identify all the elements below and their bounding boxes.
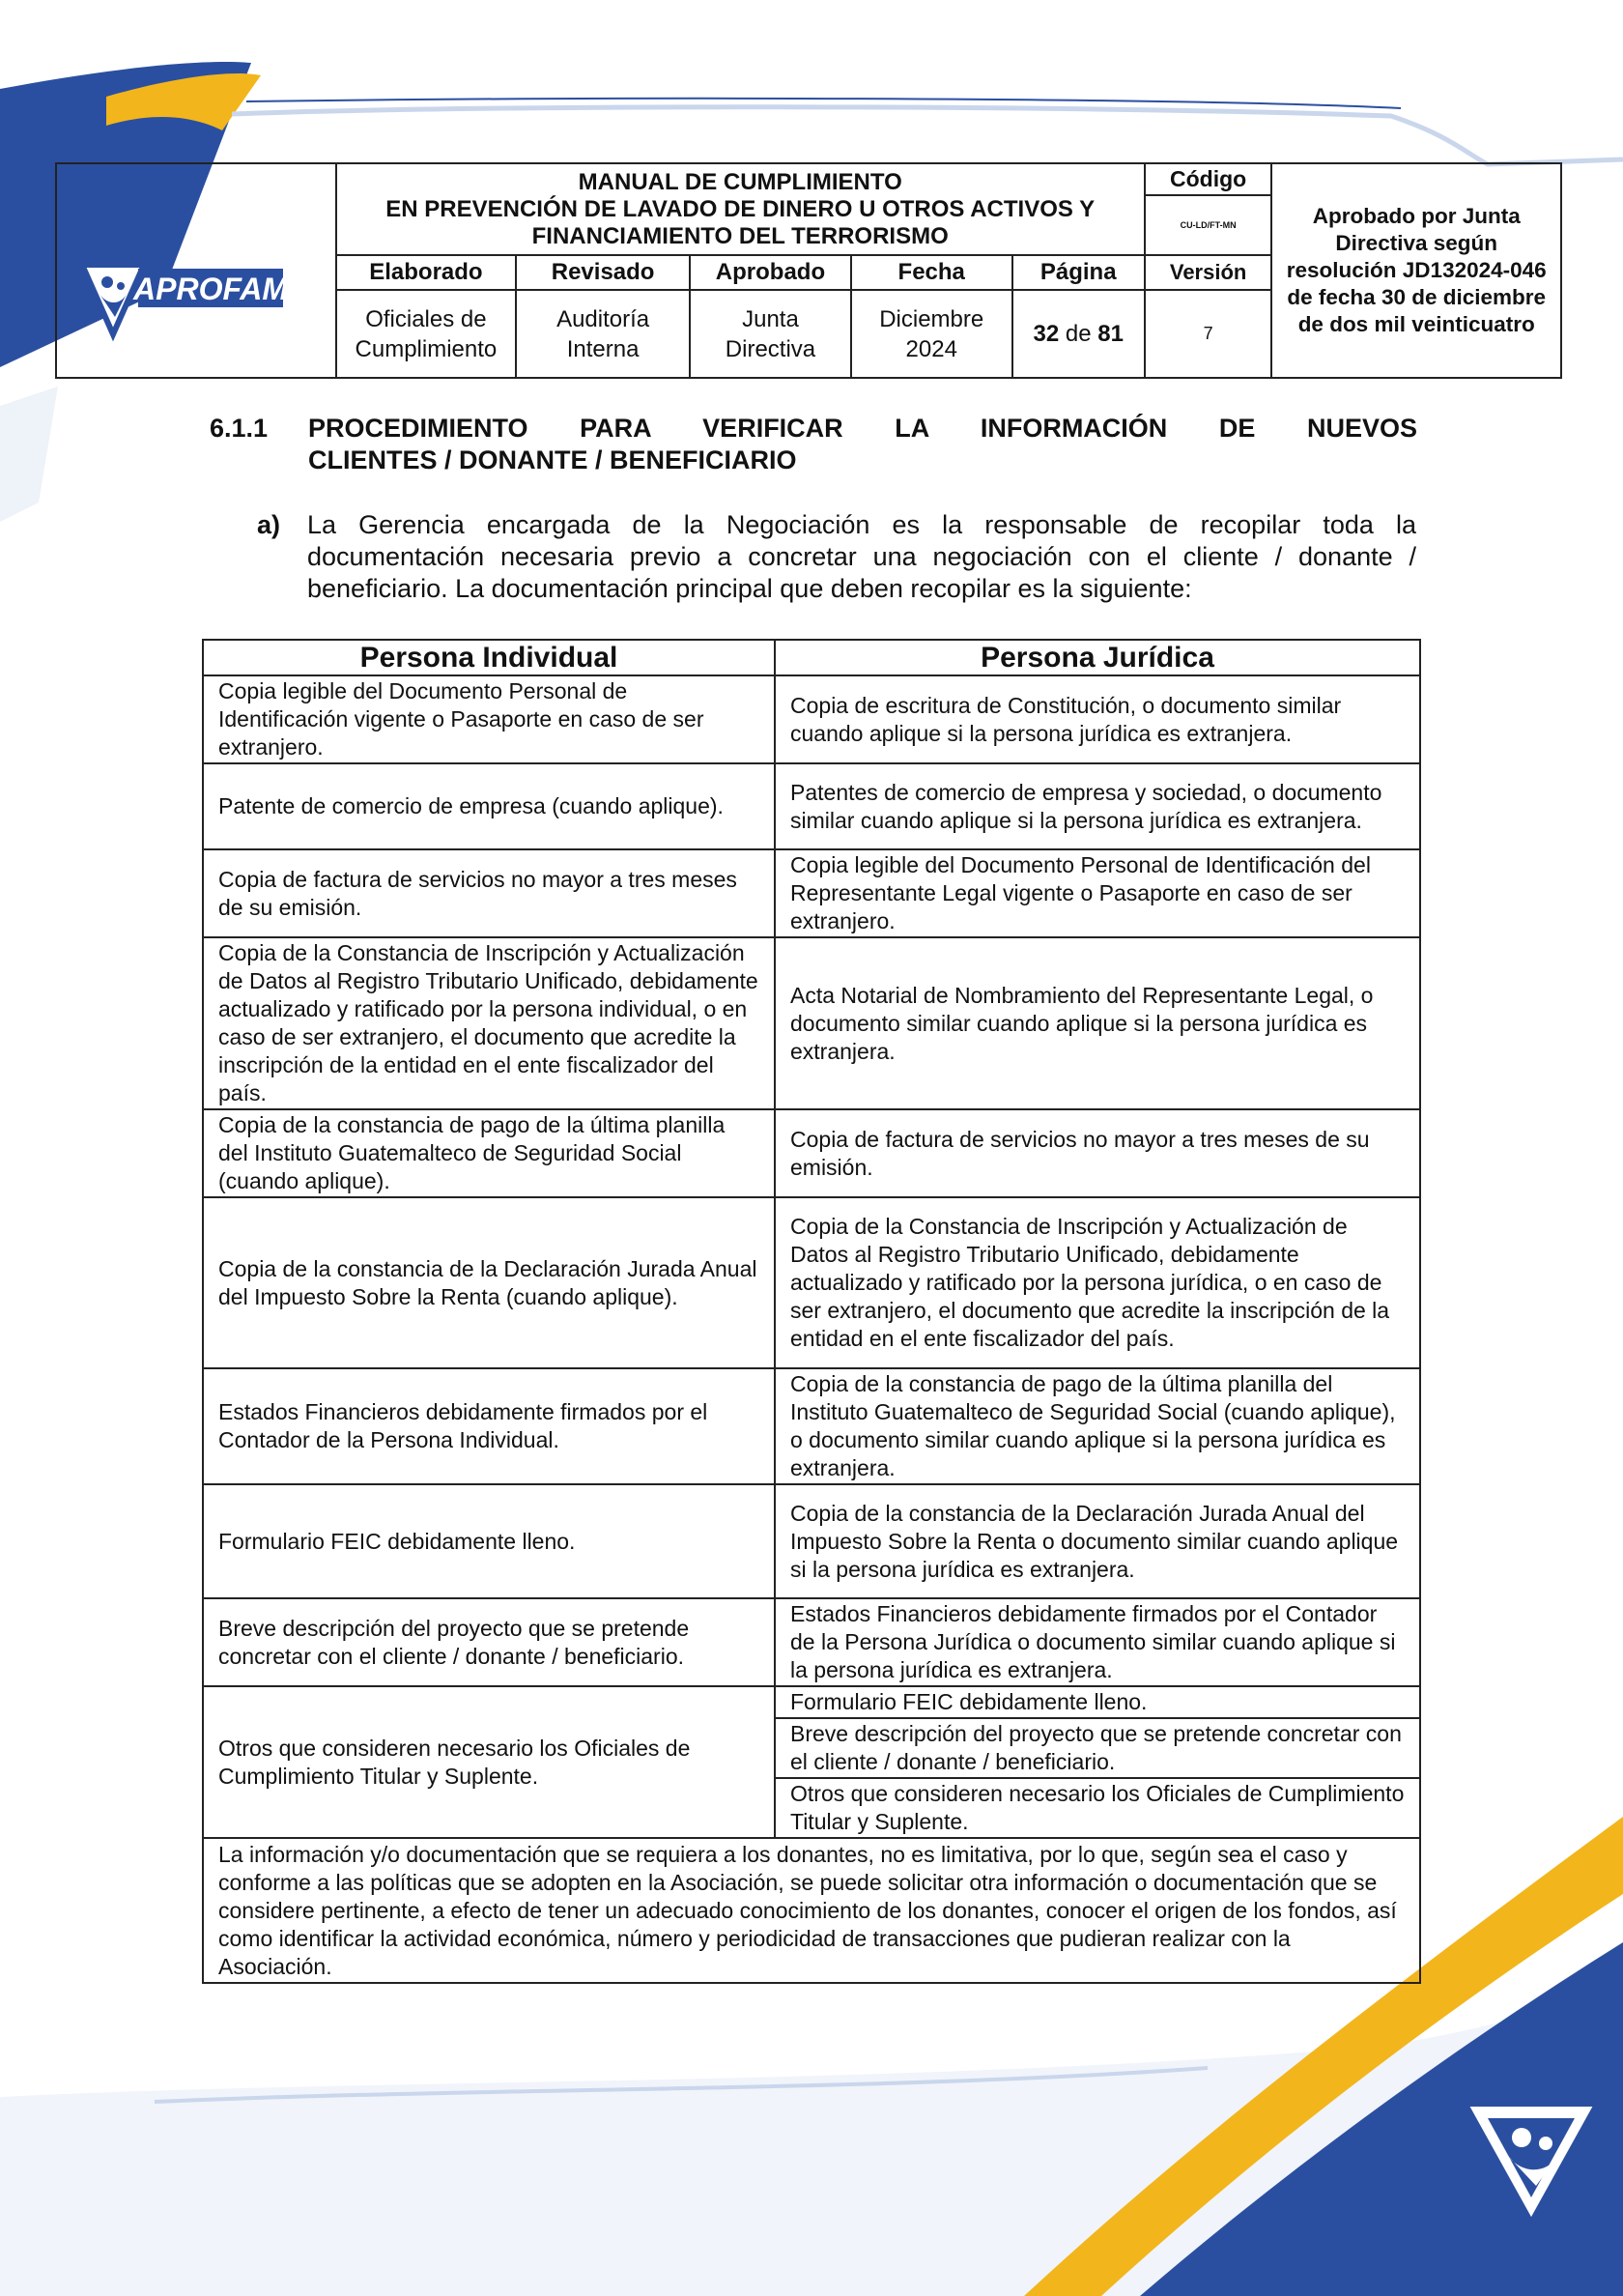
fecha-value: Diciembre 2024: [851, 290, 1012, 378]
juridica-cell: Copia de factura de servicios no mayor a tres meses de su emisión.: [775, 1109, 1420, 1197]
aprofam-logo: [76, 257, 289, 363]
col-elaborado: Elaborado: [336, 255, 517, 290]
table-footer-note: La información y/o documentación que se requiera a los donantes, no es limitativa, por lo que, según sea el caso y conforme a las políticas que se adopten en la Asociación, se puede solicitar otra información o documentación que se considere pertinente, a efecto de tener un adecuado conocimiento de los donantes, conocer el origen de los fondos, así como identificar la actividad económica, número y periodicidad de transacciones que pudieran realizar con la Asociación.: [203, 1838, 1420, 1983]
individual-cell: Patente de comercio de empresa (cuando aplique).: [203, 763, 775, 849]
section-number: 6.1.1: [210, 414, 269, 443]
col-aprobado: Aprobado: [690, 255, 851, 290]
version-value: 7: [1145, 290, 1272, 378]
item-a-label: a): [257, 510, 281, 539]
document-header: [55, 162, 1562, 379]
header-persona-individual: Persona Individual: [203, 640, 775, 675]
juridica-cell: Patentes de comercio de empresa y sociedad, o documento similar cuando aplique si la persona jurídica es extranjera.: [775, 763, 1420, 849]
aprobado-value: Junta Directiva: [690, 290, 851, 378]
approval-note: Aprobado por Junta Directiva según resolución JD132024-046 de fecha 30 de diciembre de dos mil veinticuatro: [1271, 163, 1561, 378]
juridica-cell: Estados Financieros debidamente firmados por el Contador de la Persona Jurídica o documento similar cuando aplique si la persona jurídica es extranjera.: [775, 1598, 1420, 1686]
individual-cell: Copia de la constancia de pago de la última planilla del Instituto Guatemalteco de Seguridad Social (cuando aplique).: [203, 1109, 775, 1197]
codigo-label: Código: [1145, 163, 1272, 195]
juridica-cell: Copia legible del Documento Personal de Identificación del Representante Legal vigente o Pasaporte en caso de ser extranjero.: [775, 849, 1420, 937]
individual-cell: Copia legible del Documento Personal de Identificación vigente o Pasaporte en caso de ser extranjero.: [203, 675, 775, 763]
section-title-line1: PROCEDIMIENTO PARA VERIFICAR LA INFORMACIÓN DE NUEVOS: [308, 414, 1417, 443]
item-a-text: La Gerencia encargada de la Negociación es la responsable de recopilar toda la documentación necesaria previo a concretar una negociación con el cliente / donante / beneficiario. La documentación principal que deben recopilar es la siguiente:: [307, 510, 1416, 603]
col-version: Versión: [1145, 255, 1272, 290]
col-pagina: Página: [1012, 255, 1145, 290]
header-persona-juridica: Persona Jurídica: [775, 640, 1420, 675]
individual-cell: Copia de la constancia de la Declaración Jurada Anual del Impuesto Sobre la Renta (cuando aplique).: [203, 1197, 775, 1368]
top-swoosh-line: [232, 107, 1623, 164]
juridica-cell: Copia de la constancia de pago de la última planilla del Instituto Guatemalteco de Seguridad Social (cuando aplique), o documento similar cuando aplique si la persona jurídica es extranjera.: [775, 1368, 1420, 1484]
juridica-cell: Breve descripción del proyecto que se pretende concretar con el cliente / donante / beneficiario.: [775, 1718, 1420, 1778]
revisado-value: Auditoría Interna: [516, 290, 690, 378]
col-revisado: Revisado: [516, 255, 690, 290]
left-watermark-stripe: [0, 387, 58, 522]
elaborado-value: Oficiales de Cumplimiento: [336, 290, 517, 378]
logo-cell: [56, 163, 336, 378]
individual-cell: Breve descripción del proyecto que se pretende concretar con el cliente / donante / beneficiario.: [203, 1598, 775, 1686]
individual-cell: Copia de la Constancia de Inscripción y Actualización de Datos al Registro Tributario Unificado, debidamente actualizado y ratificado por la persona individual, o en caso de ser extranjero, el documento que acredite la inscripción de la entidad en el ente fiscalizador del país.: [203, 937, 775, 1109]
codigo-value: CU-LD/FT-MN: [1145, 195, 1272, 255]
logo-text: APROFAM: [133, 272, 288, 306]
requirements-table: [202, 639, 1421, 1984]
juridica-cell: Otros que consideren necesario los Oficiales de Cumplimiento Titular y Suplente.: [775, 1778, 1420, 1838]
juridica-cell: Formulario FEIC debidamente lleno.: [775, 1686, 1420, 1718]
section-title-line2: CLIENTES / DONANTE / BENEFICIARIO: [308, 445, 797, 474]
juridica-cell: Acta Notarial de Nombramiento del Representante Legal, o documento similar cuando aplique si la persona jurídica es extranjera.: [775, 937, 1420, 1109]
manual-title: MANUAL DE CUMPLIMIENTO EN PREVENCIÓN DE LAVADO DE DINERO U OTROS ACTIVOS Y FINANCIAMIENTO DEL TERRORISMO: [336, 163, 1145, 255]
juridica-cell: Copia de escritura de Constitución, o documento similar cuando aplique si la persona jurídica es extranjera.: [775, 675, 1420, 763]
individual-cell: Copia de factura de servicios no mayor a tres meses de su emisión.: [203, 849, 775, 937]
page-number: 32 de 81: [1012, 290, 1145, 378]
juridica-cell: Copia de la Constancia de Inscripción y Actualización de Datos al Registro Tributario Unificado, debidamente actualizado y ratificado por la persona jurídica, o en caso de ser extranjero, el documento que acredite la inscripción de la entidad en el ente fiscalizador del país.: [775, 1197, 1420, 1368]
juridica-cell: Copia de la constancia de la Declaración Jurada Anual del Impuesto Sobre la Renta o documento similar cuando aplique si la persona jurídica es extranjera.: [775, 1484, 1420, 1598]
individual-cell-others: Otros que consideren necesario los Oficiales de Cumplimiento Titular y Suplente.: [203, 1686, 775, 1838]
col-fecha: Fecha: [851, 255, 1012, 290]
individual-cell: Formulario FEIC debidamente lleno.: [203, 1484, 775, 1598]
individual-cell: Estados Financieros debidamente firmados por el Contador de la Persona Individual.: [203, 1368, 775, 1484]
